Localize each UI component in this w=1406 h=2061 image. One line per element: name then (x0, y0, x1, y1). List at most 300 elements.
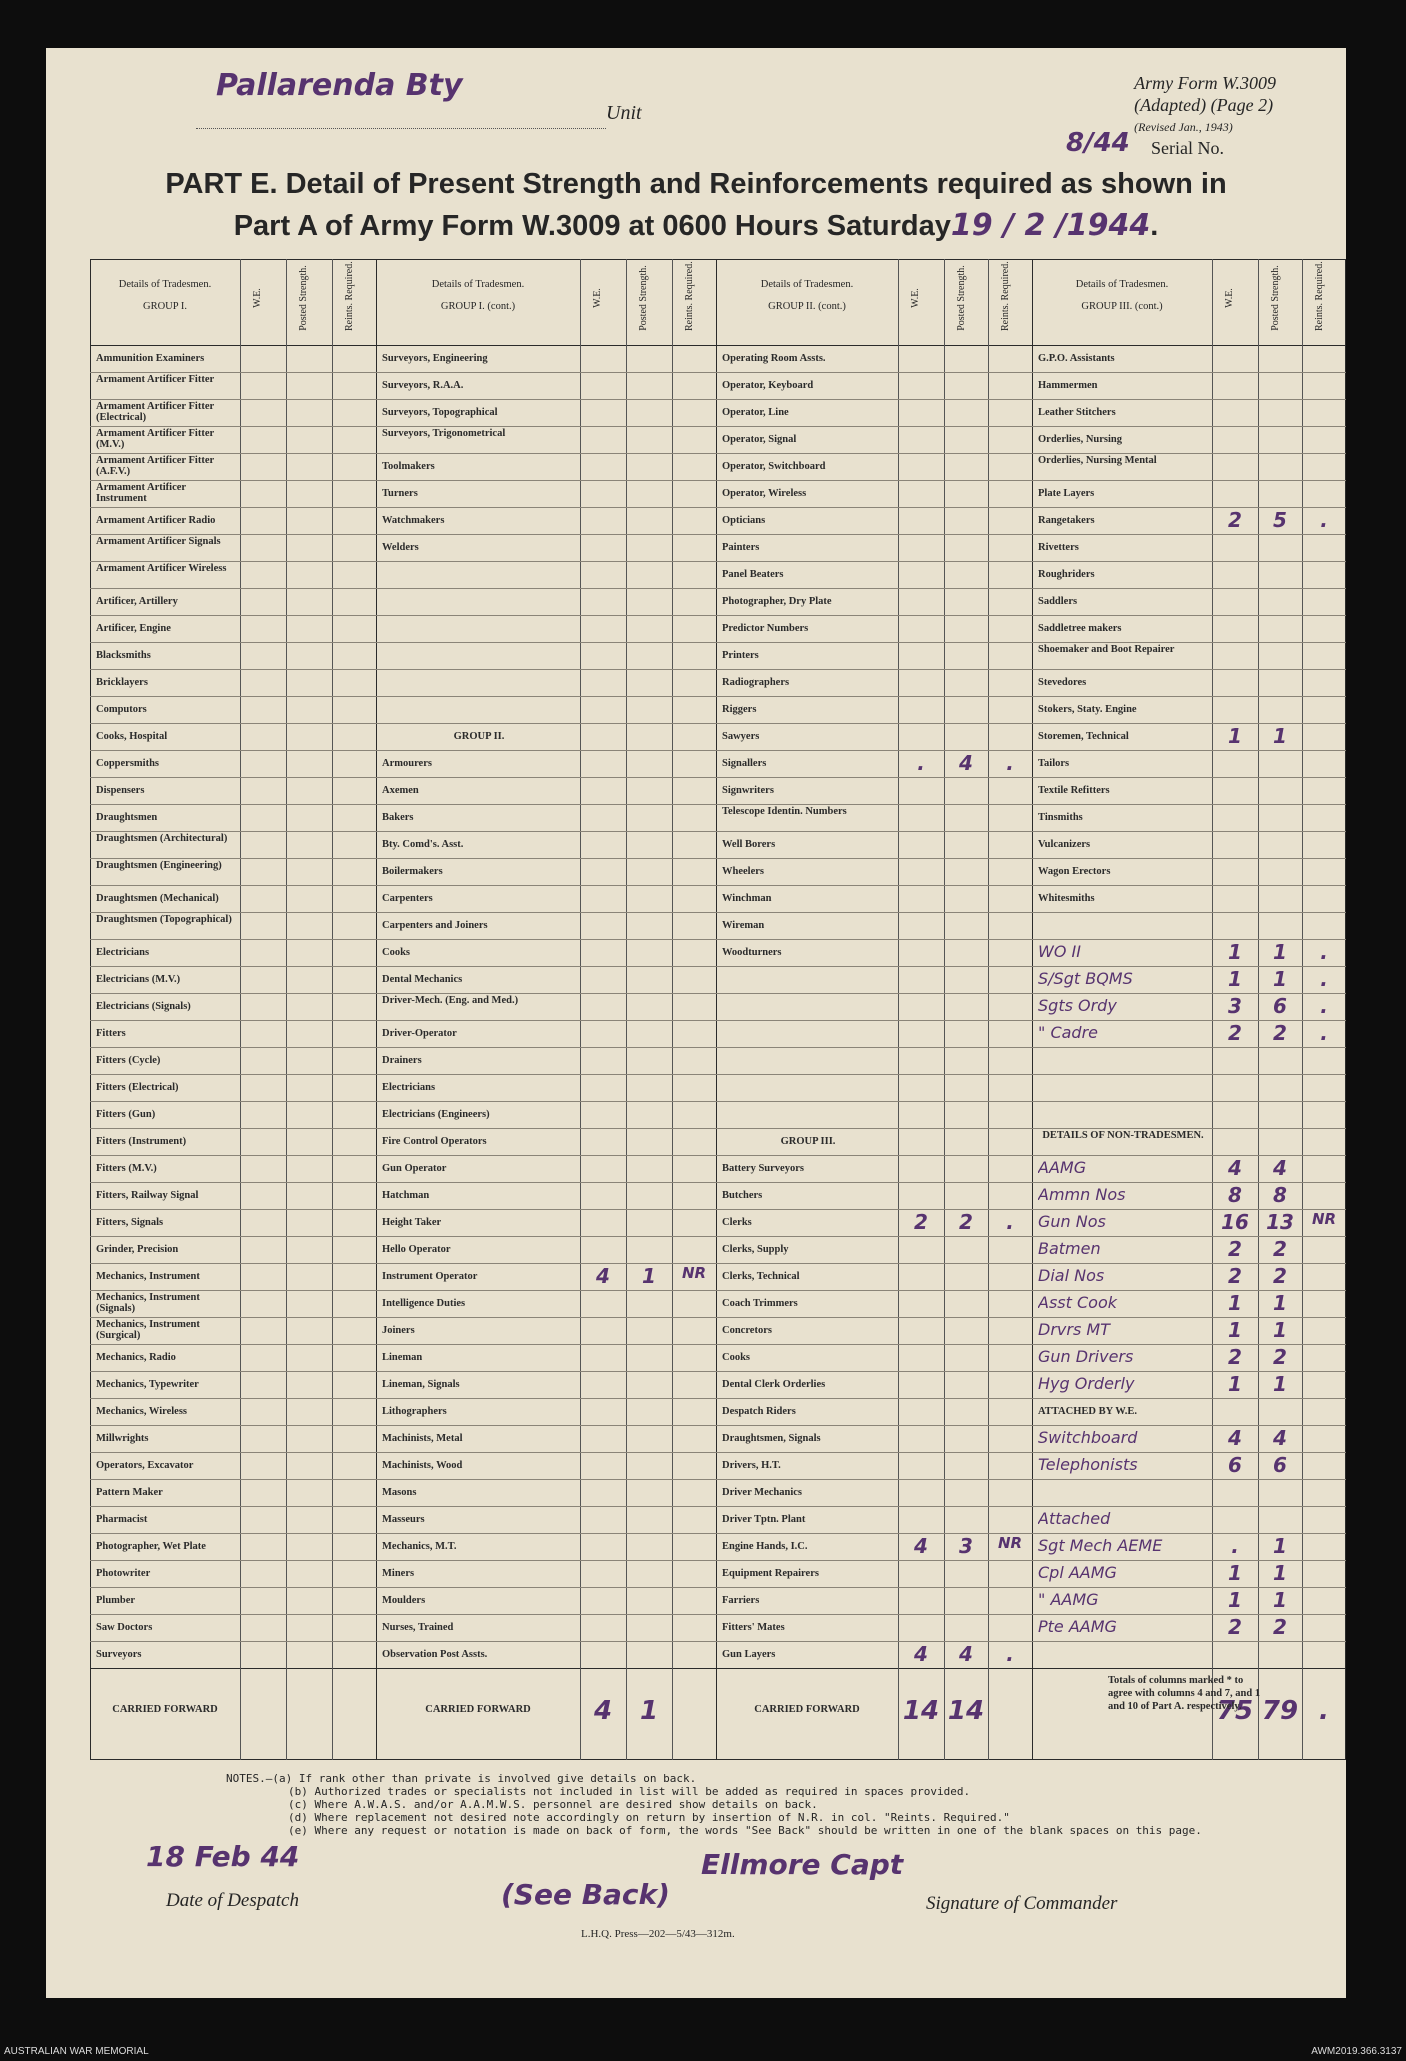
row-rule (90, 993, 1346, 994)
tradesman-label: Signallers (722, 758, 767, 769)
tradesman-label: Fitters (96, 1028, 126, 1039)
tradesman-label: Electricians (96, 947, 150, 958)
form-title-line1: PART E. Detail of Present Strength and Reinforcements required as shown in (165, 168, 1227, 200)
row-rule (90, 1425, 1346, 1426)
entry-posted: 1 (1273, 967, 1287, 991)
note-e: (e) Where any request or notation is made on back of form, the words "See Back" should be written in one of the blank spaces on this page. (288, 1824, 1202, 1837)
carried-g1-we: 4 (593, 1696, 613, 1726)
entry-posted: 13 (1266, 1210, 1294, 1234)
tradesman-label: Mechanics, Radio (96, 1352, 176, 1363)
tradesman-label: Mechanics, Typewriter (96, 1379, 199, 1390)
tradesman-label: Armament Artificer Radio (96, 515, 216, 526)
tradesman-label: Fitters (Instrument) (96, 1136, 187, 1147)
entry-posted: 1 (1273, 724, 1287, 748)
tradesman-label: Pharmacist (96, 1514, 148, 1525)
column-header-details (376, 279, 580, 313)
column-header-posted: Posted Strength. (1270, 265, 1281, 331)
tradesman-label: Draughtsmen (96, 812, 158, 823)
tradesman-label: Gun Layers (722, 1649, 776, 1660)
tradesman-label: Height Taker (382, 1217, 442, 1228)
entry-posted: 5 (1273, 508, 1287, 532)
tradesman-label: Ammunition Examiners (96, 353, 205, 364)
press-mark: L.H.Q. Press—202—5/43—312m. (581, 1928, 735, 1940)
header-details-text: Details of Tradesmen. (1075, 279, 1169, 290)
entry-posted: 2 (1273, 1021, 1287, 1045)
tradesman-label: Draughtsmen, Signals (722, 1433, 821, 1444)
header-rule (90, 345, 1346, 346)
tradesman-label: Bty. Comd's. Asst. (382, 839, 464, 850)
signature-label: Signature of Commander (926, 1893, 1118, 1914)
tradesman-label: Electricians (Signals) (96, 1001, 191, 1012)
column-header-reints: Reints. Required. (1000, 261, 1011, 331)
column-header-details (1032, 279, 1212, 313)
serial-label: Serial No. (1151, 138, 1224, 158)
entry-posted: 1 (1273, 1291, 1287, 1315)
row-rule (90, 723, 1346, 724)
tradesman-label: Textile Refitters (1038, 785, 1110, 796)
row-rule (90, 507, 1346, 508)
column-header-we: W.E. (1224, 288, 1235, 308)
tradesman-label: Woodturners (722, 947, 782, 958)
handwritten-label: Sgts Ordy (1038, 996, 1117, 1015)
tradesman-label: Mechanics, Instrument (Surgical) (96, 1319, 200, 1341)
entry-we: 6 (1228, 1453, 1242, 1477)
tradesman-label: Axemen (382, 785, 419, 796)
column-header-reints: Reints. Required. (1314, 261, 1325, 331)
header-group-text: GROUP I. (143, 301, 187, 312)
tradesman-label: Well Borers (722, 839, 776, 850)
tradesman-label: Millwrights (96, 1433, 149, 1444)
tradesman-label: Telescope Identin. Numbers (722, 806, 847, 817)
despatch-label: Date of Despatch (166, 1890, 299, 1911)
column-header-details (90, 279, 240, 313)
row-rule (90, 1155, 1346, 1156)
tradesman-label: Coppersmiths (96, 758, 160, 769)
column-header-posted: Posted Strength. (298, 265, 309, 331)
entry-reints: NR (1311, 1210, 1337, 1228)
tradesman-label: Drivers, H.T. (722, 1460, 781, 1471)
row-rule (90, 1128, 1346, 1129)
tradesman-label: Driver-Mech. (Eng. and Med.) (382, 995, 519, 1006)
entry-we: 1 (1228, 1291, 1242, 1315)
row-rule (90, 399, 1346, 400)
see-back: (See Back) (501, 1878, 670, 1911)
tradesman-label: Miners (382, 1568, 415, 1579)
tradesman-label: Dental Mechanics (382, 974, 463, 985)
tradesman-label: Surveyors, R.A.A. (382, 380, 464, 391)
tradesman-label: Operator, Wireless (722, 488, 807, 499)
tradesman-label: Boilermakers (382, 866, 443, 877)
entry-posted: 1 (642, 1264, 656, 1288)
row-rule (90, 858, 1346, 859)
row-rule (90, 372, 1346, 373)
tradesman-label: Armament Artificer Fitter (Electrical) (96, 401, 214, 423)
row-rule (90, 1317, 1346, 1318)
row-rule (90, 1290, 1346, 1291)
tradesman-label: Instrument Operator (382, 1271, 478, 1282)
tradesman-label: Surveyors, Topographical (382, 407, 498, 418)
commander-signature: Ellmore Capt (701, 1848, 904, 1881)
tradesman-label: Driver-Operator (382, 1028, 457, 1039)
column-header-we: W.E. (252, 288, 263, 308)
carried-forward-label: CARRIED FORWARD (112, 1704, 218, 1715)
tradesman-label: Fitters (Cycle) (96, 1055, 161, 1066)
tradesman-label: Armament Artificer Instrument (96, 482, 186, 504)
carried-g3-reints: . (1319, 1696, 1329, 1726)
row-rule (90, 1020, 1346, 1021)
tradesman-label: Vulcanizers (1038, 839, 1091, 850)
handwritten-label: Batmen (1038, 1239, 1101, 1258)
handwritten-label: Gun Nos (1038, 1212, 1106, 1231)
form-number (1134, 72, 1276, 138)
entry-posted: 1 (1273, 1372, 1287, 1396)
tradesman-label: Photowriter (96, 1568, 151, 1579)
entry-we: 2 (1228, 1237, 1242, 1261)
entry-we: 2 (1228, 1264, 1242, 1288)
tradesman-label: Saw Doctors (96, 1622, 153, 1633)
column-rule (1032, 259, 1033, 1760)
row-rule (90, 966, 1346, 967)
strength-table (90, 259, 1346, 1759)
tradesman-label: Armament Artificer Wireless (96, 563, 227, 574)
tradesman-label: Saddlers (1038, 596, 1078, 607)
tradesman-label: Fitters, Signals (96, 1217, 164, 1228)
column-rule (376, 259, 377, 1760)
header-group-text: GROUP I. (cont.) (440, 301, 516, 312)
tradesman-label: Painters (722, 542, 760, 553)
tradesman-label: Hatchman (382, 1190, 430, 1201)
tradesman-label: Printers (722, 650, 759, 661)
handwritten-label: Dial Nos (1038, 1266, 1105, 1285)
tradesman-label: Whitesmiths (1038, 893, 1095, 904)
unit-line (196, 128, 606, 129)
handwritten-label: Telephonists (1038, 1455, 1138, 1474)
tradesman-label: Drainers (382, 1055, 422, 1066)
despatch-date: 18 Feb 44 (146, 1840, 300, 1873)
entry-posted: 2 (1273, 1345, 1287, 1369)
note-b: (b) Authorized trades or specialists not included in list will be added as required in spaces provided. (288, 1785, 971, 1798)
row-rule (90, 1074, 1346, 1075)
entry-reints: NR (681, 1264, 707, 1282)
tradesman-label: Nurses, Trained (382, 1622, 454, 1633)
entry-we: 2 (1228, 1021, 1242, 1045)
column-rule (332, 259, 333, 1760)
tradesman-label: Toolmakers (382, 461, 435, 472)
handwritten-label: Drvrs MT (1038, 1320, 1110, 1339)
tradesman-label: Battery Surveyors (722, 1163, 804, 1174)
header-details-text: Details of Tradesmen. (760, 279, 854, 290)
tradesman-label: Carpenters and Joiners (382, 920, 488, 931)
row-rule (90, 1452, 1346, 1453)
entry-we: 4 (914, 1534, 928, 1558)
row-rule (90, 480, 1346, 481)
tradesman-label: Carpenters (382, 893, 433, 904)
entry-we: 1 (1228, 1372, 1242, 1396)
tradesman-label: Saddletree makers (1038, 623, 1122, 634)
tradesman-label: Operator, Signal (722, 434, 797, 445)
tradesman-label: Stokers, Staty. Engine (1038, 704, 1137, 715)
tradesman-label: Storemen, Technical (1038, 731, 1129, 742)
row-rule (90, 1101, 1346, 1102)
tradesman-label: Bakers (382, 812, 414, 823)
tradesman-label: Fitters' Mates (722, 1622, 785, 1633)
entry-posted: 1 (1273, 1534, 1287, 1558)
entry-we: 1 (1228, 724, 1242, 748)
tradesman-label: Wheelers (722, 866, 764, 877)
entry-posted: 2 (959, 1210, 973, 1234)
entry-posted: 2 (1273, 1615, 1287, 1639)
entry-posted: 6 (1273, 994, 1287, 1018)
tradesman-label: Watchmakers (382, 515, 445, 526)
tradesman-label: Fitters (Electrical) (96, 1082, 179, 1093)
column-rule (580, 259, 581, 1760)
handwritten-label: AAMG (1038, 1158, 1087, 1177)
entry-posted: 1 (1273, 940, 1287, 964)
tradesman-label: Dental Clerk Orderlies (722, 1379, 826, 1390)
entry-we: 1 (1228, 967, 1242, 991)
carried-g3-we: 75 (1216, 1696, 1254, 1726)
tradesman-label: Signwriters (722, 785, 774, 796)
title-suffix: . (1150, 210, 1159, 242)
tradesman-label: Shoemaker and Boot Repairer (1038, 644, 1175, 655)
tradesman-label: Turners (382, 488, 418, 499)
row-rule (90, 1641, 1346, 1642)
tradesman-label: Plumber (96, 1595, 136, 1606)
tradesman-label: Machinists, Wood (382, 1460, 463, 1471)
row-rule (90, 1479, 1346, 1480)
handwritten-label: Hyg Orderly (1038, 1374, 1135, 1393)
tradesman-label: Photographer, Dry Plate (722, 596, 832, 607)
entry-posted: 4 (959, 751, 973, 775)
archive-credit: AUSTRALIAN WAR MEMORIAL (4, 2046, 149, 2057)
tradesman-label: Fire Control Operators (382, 1136, 487, 1147)
entry-we: 2 (1228, 1615, 1242, 1639)
tradesman-label: Clerks (722, 1217, 752, 1228)
entry-we: 4 (914, 1642, 928, 1666)
row-rule (90, 1533, 1346, 1534)
form-title-line2 (46, 208, 1346, 243)
tradesman-label: Plate Layers (1038, 488, 1095, 499)
row-rule (90, 1614, 1346, 1615)
row-rule (90, 1506, 1346, 1507)
column-rule (716, 259, 717, 1760)
tradesman-label: Fitters, Railway Signal (96, 1190, 199, 1201)
note-a: NOTES.—(a) If rank other than private is involved give details on back. (226, 1772, 697, 1785)
row-rule (90, 1344, 1346, 1345)
entry-we: 2 (1228, 508, 1242, 532)
tradesman-label: Despatch Riders (722, 1406, 796, 1417)
handwritten-label: Gun Drivers (1038, 1347, 1134, 1366)
tradesman-label: Armament Artificer Fitter (A.F.V.) (96, 455, 214, 477)
serial-number: 8/44 (1066, 128, 1130, 158)
tradesman-label: Armament Artificer Signals (96, 536, 221, 547)
tradesman-label: Dispensers (96, 785, 145, 796)
handwritten-label: " AAMG (1038, 1590, 1099, 1609)
tradesman-label: Engine Hands, I.C. (722, 1541, 808, 1552)
handwritten-label: Cpl AAMG (1038, 1563, 1117, 1582)
carried-forward-label: CARRIED FORWARD (425, 1704, 531, 1715)
entry-posted: 4 (1273, 1156, 1287, 1180)
row-rule (90, 696, 1346, 697)
tradesman-label: Opticians (722, 515, 766, 526)
tradesman-label: DETAILS OF NON-TRADESMEN. (1042, 1130, 1204, 1141)
tradesman-label: Masons (382, 1487, 417, 1498)
row-rule (90, 615, 1346, 616)
handwritten-label: S/Sgt BQMS (1038, 969, 1133, 988)
entry-we: . (917, 751, 925, 775)
carried-g2-we: 14 (902, 1696, 940, 1726)
entry-posted: 8 (1273, 1183, 1287, 1207)
tradesman-label: Blacksmiths (96, 650, 151, 661)
row-rule (90, 453, 1346, 454)
archive-id: AWM2019.366.3137 (1311, 2046, 1402, 2057)
tradesman-label: Farriers (722, 1595, 760, 1606)
tradesman-label: Mechanics, M.T. (382, 1541, 457, 1552)
tradesman-label: ATTACHED BY W.E. (1038, 1406, 1137, 1417)
carried-g2-posted: 14 (947, 1696, 985, 1726)
tradesman-label: Operator, Line (722, 407, 789, 418)
carried-rule (90, 1668, 1346, 1669)
tradesman-label: Concretors (722, 1325, 772, 1336)
entry-reints: . (1320, 994, 1328, 1018)
entry-we: 4 (1228, 1426, 1242, 1450)
tradesman-label: Electricians (Engineers) (382, 1109, 490, 1120)
handwritten-label: Asst Cook (1038, 1293, 1117, 1312)
entry-reints: . (1320, 940, 1328, 964)
entry-we: 3 (1228, 994, 1242, 1018)
tradesman-label: Draughtsmen (Engineering) (96, 860, 222, 871)
column-header-posted: Posted Strength. (956, 265, 967, 331)
tradesman-label: Armament Artificer Fitter (96, 374, 215, 385)
tradesman-label: Roughriders (1038, 569, 1095, 580)
tradesman-label: Joiners (382, 1325, 415, 1336)
handwritten-label: WO II (1038, 942, 1081, 961)
form-line1: Army Form W.3009 (1134, 73, 1276, 93)
row-rule (90, 912, 1346, 913)
tradesman-label: Winchman (722, 893, 772, 904)
note-c: (c) Where A.W.A.S. and/or A.A.M.W.S. personnel are desired show details on back. (288, 1798, 818, 1811)
column-header-reints: Reints. Required. (684, 261, 695, 331)
row-rule (90, 831, 1346, 832)
form-line2: (Adapted) (Page 2) (1134, 95, 1274, 115)
entry-we: 1 (1228, 1588, 1242, 1612)
tradesman-label: Operating Room Assts. (722, 353, 826, 364)
tradesman-label: Moulders (382, 1595, 426, 1606)
tradesman-label: Electricians (382, 1082, 436, 1093)
entry-posted: 1 (1273, 1561, 1287, 1585)
tradesman-label: Fitters (M.V.) (96, 1163, 157, 1174)
tradesman-label: Surveyors, Engineering (382, 353, 488, 364)
row-rule (90, 1263, 1346, 1264)
entry-reints: . (1320, 1021, 1328, 1045)
handwritten-label: " Cadre (1038, 1023, 1098, 1042)
column-rule (240, 259, 241, 1760)
row-rule (90, 750, 1346, 751)
entry-we: . (1231, 1534, 1239, 1558)
tradesman-label: Panel Beaters (722, 569, 784, 580)
army-form-page (46, 48, 1346, 1998)
tradesman-label: Cooks (722, 1352, 751, 1363)
column-header-reints: Reints. Required. (344, 261, 355, 331)
tradesman-label: Clerks, Technical (722, 1271, 800, 1282)
row-rule (90, 588, 1346, 589)
entry-reints: . (1320, 967, 1328, 991)
tradesman-label: Rangetakers (1038, 515, 1095, 526)
tradesman-label: Mechanics, Instrument (96, 1271, 200, 1282)
tradesman-label: Observation Post Assts. (382, 1649, 488, 1660)
carried-forward-label: CARRIED FORWARD (754, 1704, 860, 1715)
tradesman-label: Clerks, Supply (722, 1244, 789, 1255)
tradesman-label: Bricklayers (96, 677, 148, 688)
column-header-we: W.E. (910, 288, 921, 308)
entry-posted: 4 (1273, 1426, 1287, 1450)
tradesman-label: Lineman (382, 1352, 423, 1363)
tradesman-label: Grinder, Precision (96, 1244, 179, 1255)
unit-handwritten: Pallarenda Bty (216, 68, 463, 103)
tradesman-label: Leather Stitchers (1038, 407, 1116, 418)
tradesman-label: Armament Artificer Fitter (M.V.) (96, 428, 214, 450)
tradesman-label: Cooks, Hospital (96, 731, 168, 742)
note-d: (d) Where replacement not desired note accordingly on return by insertion of N.R. in col. "Reints. Required." (288, 1811, 1010, 1824)
tradesman-label: Artificer, Engine (96, 623, 171, 634)
tradesman-label: Artificer, Artillery (96, 596, 178, 607)
tradesman-label: Hammermen (1038, 380, 1098, 391)
entry-we: 8 (1228, 1183, 1242, 1207)
row-rule (90, 561, 1346, 562)
row-rule (90, 1398, 1346, 1399)
tradesman-label: Masseurs (382, 1514, 425, 1525)
handwritten-label: Switchboard (1038, 1428, 1138, 1447)
tradesman-label: Draughtsmen (Topographical) (96, 914, 232, 925)
tradesman-label: Radiographers (722, 677, 790, 688)
row-rule (90, 1209, 1346, 1210)
tradesman-label: Butchers (722, 1190, 763, 1201)
tradesman-label: Hello Operator (382, 1244, 451, 1255)
row-rule (90, 885, 1346, 886)
entry-posted: 3 (959, 1534, 973, 1558)
entry-posted: 2 (1273, 1264, 1287, 1288)
row-rule (90, 939, 1346, 940)
tradesman-label: GROUP III. (780, 1136, 836, 1147)
tradesman-label: G.P.O. Assistants (1038, 353, 1115, 364)
entry-posted: 2 (1273, 1237, 1287, 1261)
tradesman-label: Riggers (722, 704, 757, 715)
entry-we: 1 (1228, 1318, 1242, 1342)
tradesman-label: Coach Trimmers (722, 1298, 798, 1309)
tradesman-label: Lithographers (382, 1406, 447, 1417)
header-details-text: Details of Tradesmen. (431, 279, 525, 290)
tradesman-label: Wagon Erectors (1038, 866, 1111, 877)
column-rule (626, 259, 627, 1760)
header-group-text: GROUP III. (cont.) (1081, 301, 1163, 312)
entry-reints: . (1006, 1642, 1014, 1666)
tradesman-label: Surveyors (96, 1649, 142, 1660)
tradesman-label: Sawyers (722, 731, 760, 742)
entry-posted: 6 (1273, 1453, 1287, 1477)
tradesman-label: Mechanics, Wireless (96, 1406, 187, 1417)
handwritten-label: Pte AAMG (1038, 1617, 1117, 1636)
tradesman-label: Orderlies, Nursing (1038, 434, 1122, 445)
tradesman-label: Operator, Switchboard (722, 461, 826, 472)
entry-we: 1 (1228, 940, 1242, 964)
tradesman-label: Armourers (382, 758, 432, 769)
column-rule (286, 259, 287, 1760)
column-header-posted: Posted Strength. (638, 265, 649, 331)
row-rule (90, 426, 1346, 427)
tradesman-label: Mechanics, Instrument (Signals) (96, 1292, 200, 1314)
entry-reints: . (1320, 508, 1328, 532)
tradesman-label: Driver Tptn. Plant (722, 1514, 806, 1525)
